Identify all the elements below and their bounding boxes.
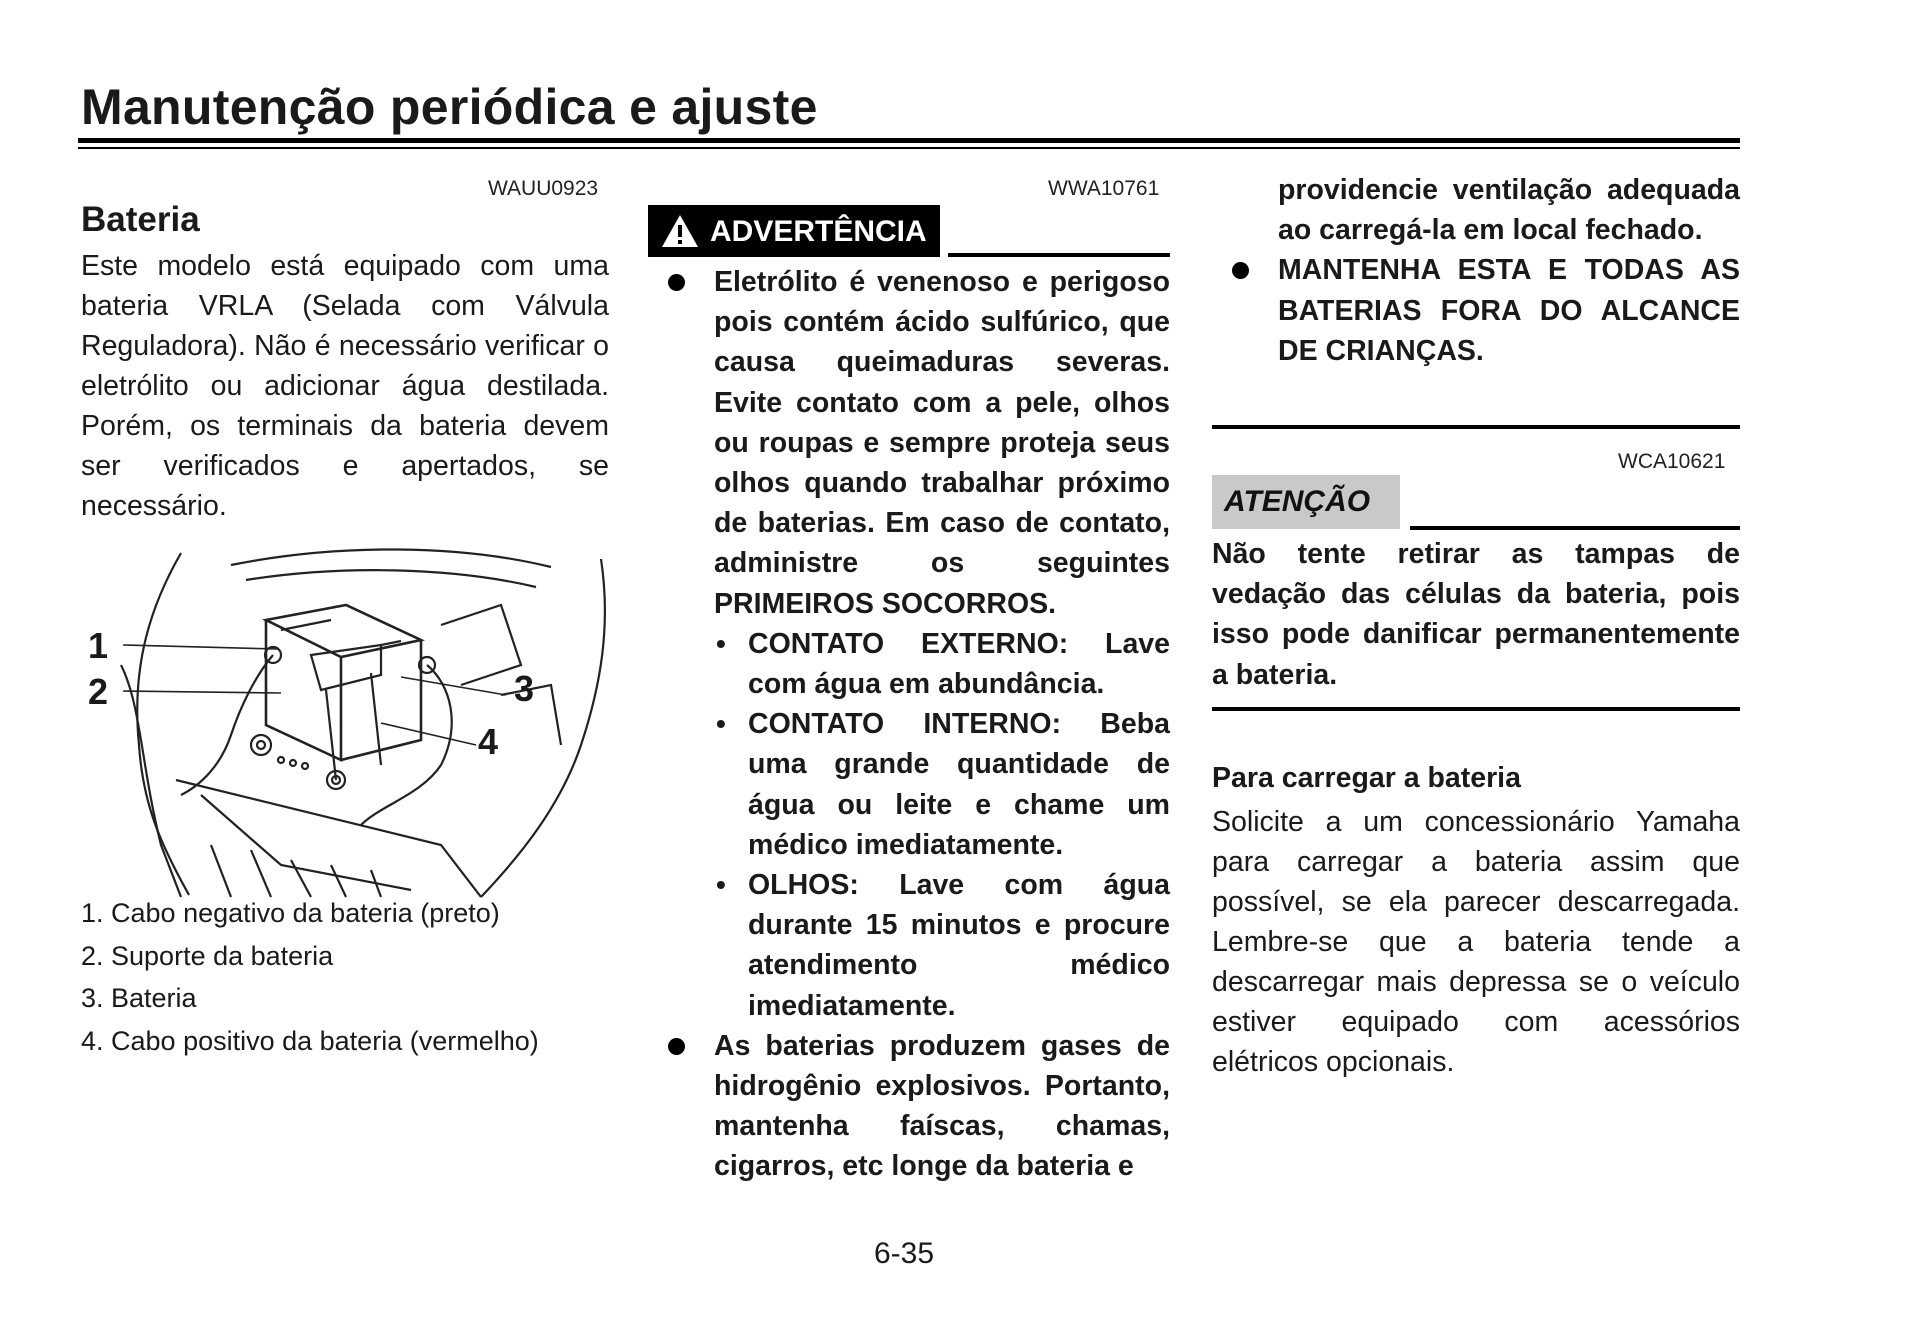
warning-list [648,262,1170,1187]
page-title: Manutenção periódica e ajuste [81,79,818,135]
battery-illustration [81,545,621,900]
battery-drawing [81,545,621,900]
callout-4: 4 [478,721,499,762]
warning-bullet: As baterias produzem gases de hidrogênio explosivos. Portanto, mantenha faíscas, chamas, cigarros, etc longe da bateria e [648,1026,1170,1187]
caution-code: WCA10621 [1618,450,1726,473]
figure-caption: 1. Cabo negativo da bateria (preto) [81,898,500,928]
bullet-dot-icon [1232,262,1249,279]
frame-left [137,553,189,895]
caution-end-rule [1212,707,1740,711]
first-aid-item: • CONTATO EXTERNO: Lave com água em abundância. [648,624,1170,704]
small-bullet-icon: • [716,627,726,659]
warning-label: ADVERTÊNCIA [710,215,927,248]
first-aid-item: • OLHOS: Lave com água durante 15 minutos e procure atendimento médico imediatamente. [648,865,1170,1026]
title-rule-thick [78,138,1740,143]
leader-1 [123,645,277,649]
figure-caption: 3. Bateria [81,983,197,1013]
callout-1: 1 [88,625,109,666]
caution-banner [1212,475,1400,529]
caution-rule [1410,526,1740,530]
caution-label: ATENÇÃO [1224,485,1371,518]
battery-intro: Este modelo está equipado com uma bateria VRLA (Selada com Válvula Reguladora). Não é necessário verificar o eletrólito ou adicionar água destilada. Porém, os terminais da bateria devem ser verificados e apertados, se necessário. [81,250,609,522]
leader-4 [381,723,476,745]
bullet-dot-icon [668,274,685,291]
warning-banner [648,205,940,257]
bullet-dot-icon [668,1038,685,1055]
small-bullet-icon: • [716,708,726,740]
section-heading: Bateria [81,200,200,239]
callout-3: 3 [514,668,535,709]
charging-heading: Para carregar a bateria [1212,762,1521,794]
page-number: 6-35 [874,1237,935,1270]
warning-continued [1212,170,1740,371]
warning-bullet: Eletrólito é venenoso e perigoso pois contém ácido sulfúrico, que causa queimaduras severas. Evite contato com a pele, olhos ou roupas e sempre proteja seus olhos quando trabalhar próximo de baterias. Em caso de contato, administre os seguintes PRIMEIROS SOCORROS. [648,262,1170,624]
callout-2: 2 [88,671,109,712]
figure-caption: 2. Suporte da bateria [81,941,334,971]
warning-rule [948,253,1170,257]
warning-bullet: MANTENHA ESTA E TODAS AS BATERIAS FORA DO ALCANCE DE CRIANÇAS. [1212,250,1740,371]
small-bullet-icon: • [716,869,726,901]
warning-bullet-continued: providencie ventilação adequada ao carregá-la em local fechado. [1278,174,1740,247]
warning-triangle-icon [660,213,700,249]
first-aid-item: • CONTATO INTERNO: Beba uma grande quantidade de água ou leite e chame um médico imediatamente. [648,704,1170,865]
warning-end-rule [1212,425,1740,429]
charging-text: Solicite a um concessionário Yamaha para carregar a bateria assim que possível, se ela parecer descarregada. Lembre-se que a bateria tende a descarregar mais depressa se o veículo estiver equipado com acessórios elétricos opcionais. [1212,806,1740,1078]
caution-text: Não tente retirar as tampas de vedação das células da bateria, pois isso pode danificar permanentemente a bateria. [1212,538,1740,691]
warning-code: WWA10761 [1048,177,1160,200]
leader-2 [123,691,281,693]
figure-caption: 4. Cabo positivo da bateria (vermelho) [81,1026,539,1056]
frame-right [481,559,605,897]
leader-3 [401,677,506,695]
section-code: WAUU0923 [488,177,599,200]
title-rule-thin [78,147,1740,149]
